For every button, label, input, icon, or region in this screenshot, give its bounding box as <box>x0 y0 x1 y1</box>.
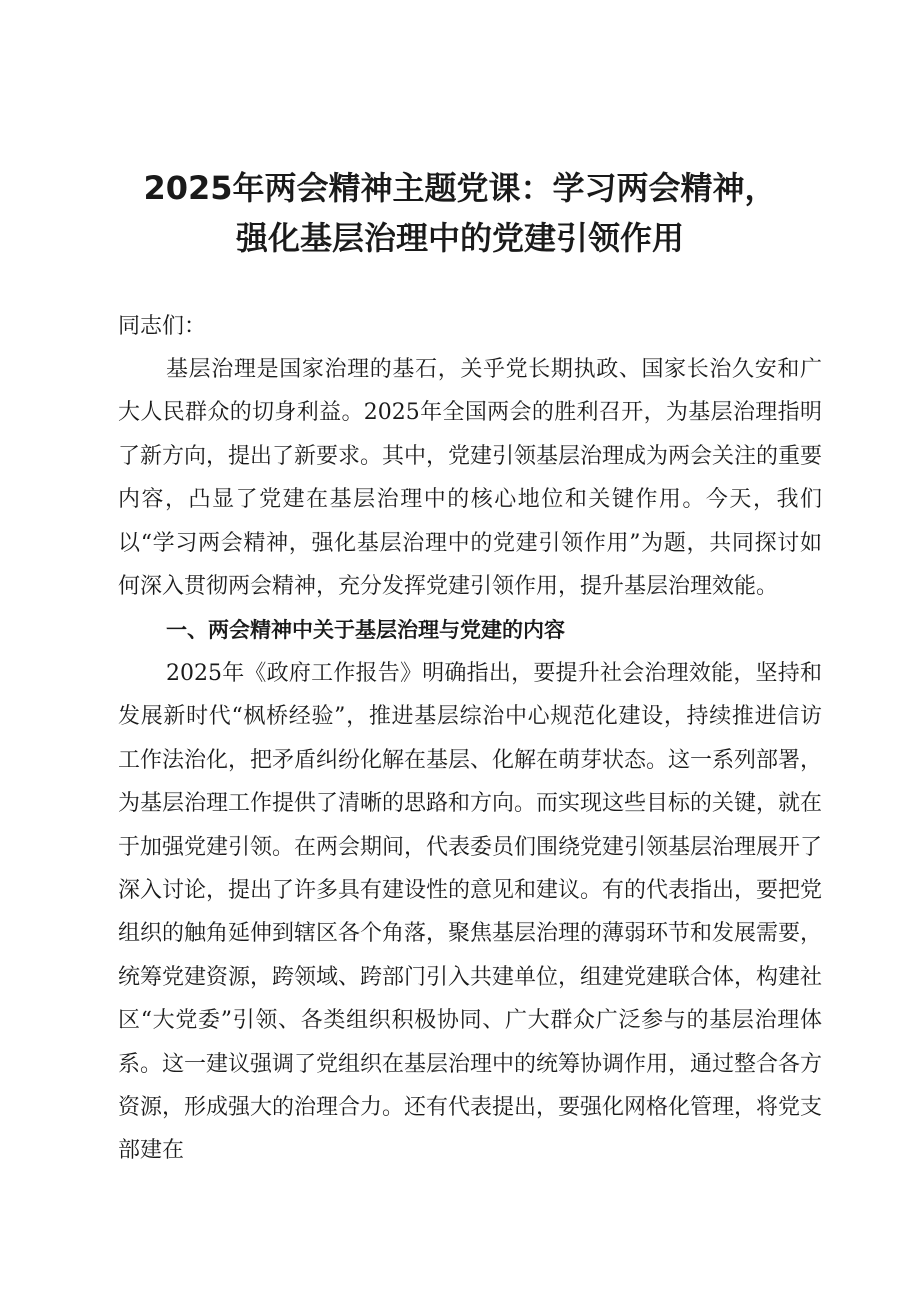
section-heading: 一、两会精神中关于基层治理与党建的内容 <box>166 618 565 642</box>
greeting: 同志们： <box>118 314 207 339</box>
document-title-line-2: 强化基层治理中的党建引领作用 <box>235 219 684 257</box>
paragraph-section-one: 2025年《政府工作报告》明确指出，要提升社会治理效能，坚持和发展新时代“枫桥经验”，推进基层综治中心规范化建设，持续推进信访工作法治化，把矛盾纠纷化解在基层、化解在萌芽状态。这一系列部署，为基层治理工作提供了清晰的思路和方向。而实现这些目标的关键，就在于加强党建引领。在两会期间，代表委员们围绕党建引领基层治理展开了深入讨论，提出了许多具有建设性的意见和建议。有的代表指出，要把党组织的触角延伸到辖区各个角落，聚焦基层治理的薄弱环节和发展需要，统筹党建资源，跨领域、跨部门引入共建单位，组建党建联合体，构建社区“大党委”引领、各类组织积极协同、广大群众广泛参与的基层治理体系。这一建议强调了党组织在基层治理中的统筹协调作用，通过整合各方资源，形成强大的治理合力。还有代表提出，要强化网格化管理，将党支部建在 <box>118 661 823 1164</box>
paragraph-intro: 基层治理是国家治理的基石，关乎党长期执政、国家长治久安和广大人民群众的切身利益。2025年全国两会的胜利召开，为基层治理指明了新方向，提出了新要求。其中，党建引领基层治理成为两会关注的重要内容，凸显了党建在基层治理中的核心地位和关键作用。今天，我们以“学习两会精神，强化基层治理中的党建引领作用”为题，共同探讨如何深入贯彻两会精神，充分发挥党建引领作用，提升基层治理效能。 <box>118 357 823 600</box>
document-title-line-1: 2025年两会精神主题党课：学习两会精神， <box>143 169 777 207</box>
